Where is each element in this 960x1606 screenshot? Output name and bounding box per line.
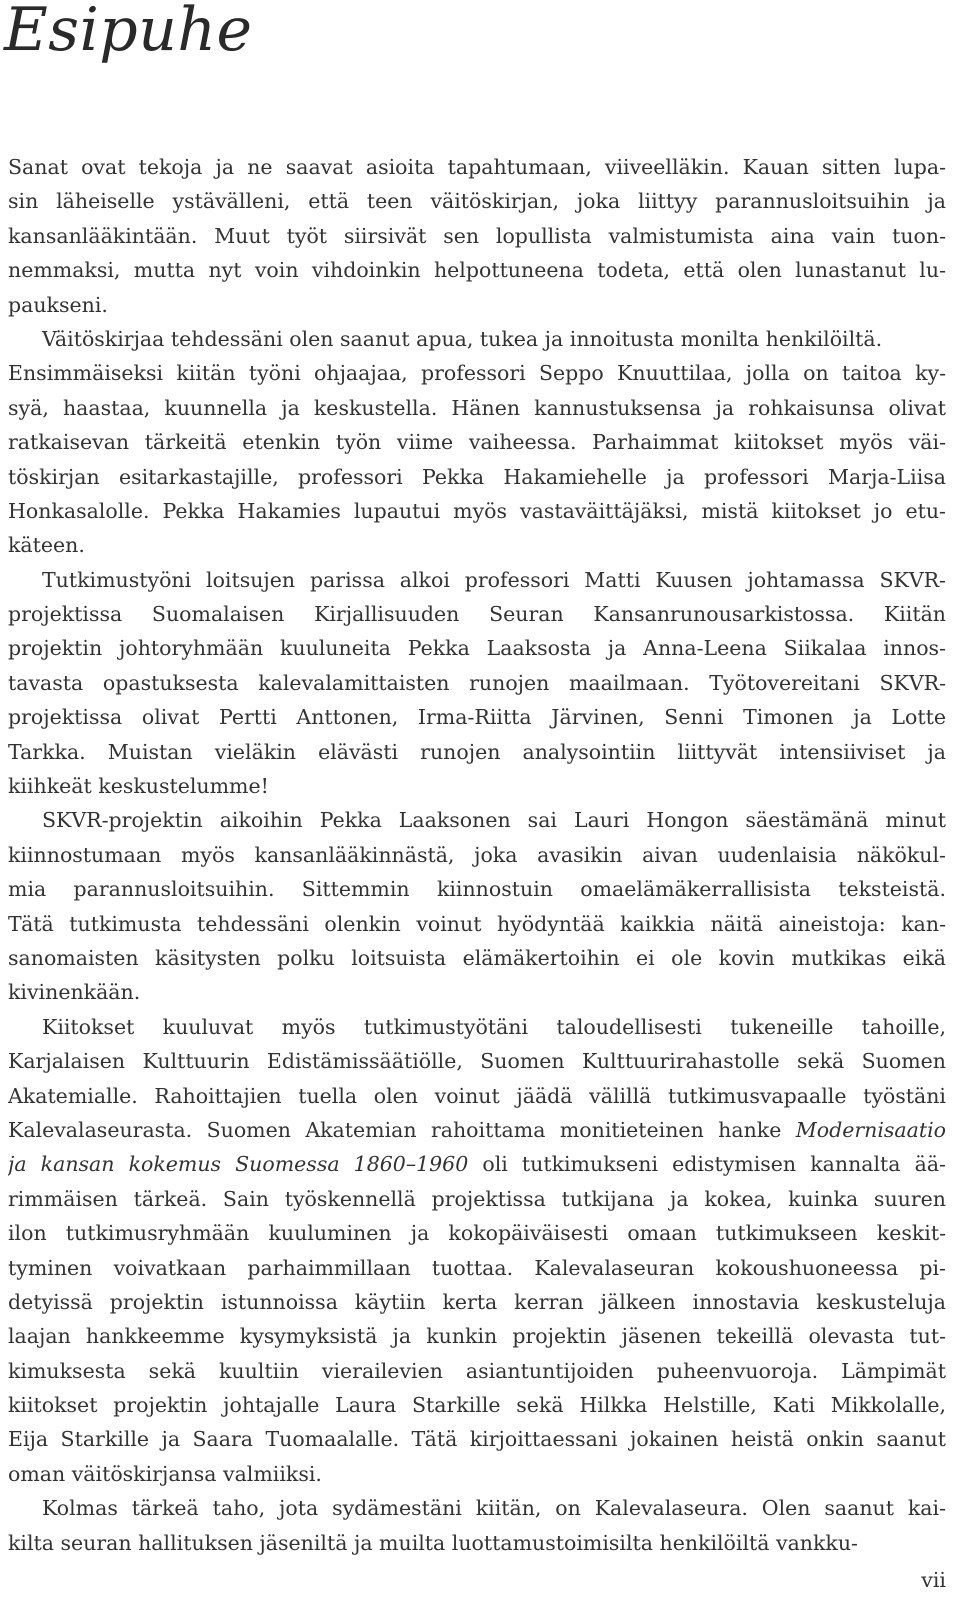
text-line: ratkaisevan tärkeitä etenkin työn viime vaiheessa. Parhaimmat kiitokset myös väi- xyxy=(8,430,946,455)
text-line: SKVR-projektin aikoihin Pekka Laaksonen sai Lauri Hongon säestämänä minut xyxy=(42,808,946,833)
text-line: Sanat ovat tekoja ja ne saavat asioita tapahtumaan, viiveelläkin. Kauan sitten lupa- xyxy=(8,155,946,179)
page-title: Esipuhe xyxy=(4,0,253,65)
text-line: töskirjan esitarkastajille, professori Pekka Hakamiehelle ja professori Marja-Liisa xyxy=(8,464,946,489)
text-line: käteen. xyxy=(8,533,85,558)
text-line: kiitokset projektin johtajalle Laura Starkille sekä Hilkka Helstille, Kati Mikkolalle, xyxy=(8,1393,946,1418)
italic-title-text: ja kansan kokemus Suomessa 1860–1960 xyxy=(8,1152,469,1177)
text-line: ilon tutkimusryhmään kuuluminen ja kokopäiväisesti omaan tutkimukseen keskit- xyxy=(8,1221,946,1246)
text-segment: Kalevalaseurasta. Suomen Akatemian rahoittama monitieteinen hanke xyxy=(8,1117,796,1142)
text-line: kiinnostumaan myös kansanlääkinnästä, joka avasikin aivan uudenlaisia näkökul- xyxy=(8,842,946,867)
text-line: Akatemialle. Rahoittajien tuella olen voinut jäädä välillä tutkimusvapaalle työstäni xyxy=(8,1083,946,1108)
text-line: Kiitokset kuuluvat myös tutkimustyötäni taloudellisesti tukeneille tahoille, xyxy=(42,1014,946,1039)
text-line: laajan hankkeemme kysymyksistä ja kunkin projektin jäsenen tekeillä olevasta tut- xyxy=(8,1324,946,1349)
text-line: projektin johtoryhmään kuuluneita Pekka Laaksosta ja Anna-Leena Siikalaa innos- xyxy=(8,636,946,661)
text-line: kansanlääkintään. Muut työt siirsivät sen lopullista valmistumista aina vain tuon- xyxy=(8,223,946,248)
text-line xyxy=(8,1113,946,1147)
text-line: sin läheiselle ystävälleni, että teen väitöskirjan, joka liittyy parannusloitsuihin ja xyxy=(8,189,946,214)
text-line: kimuksesta sekä kuultiin vierailevien asiantuntijoiden puheenvuoroja. Lämpimät xyxy=(8,1358,946,1383)
text-line: Karjalaisen Kulttuurin Edistämissäätiölle, Suomen Kulttuurirahastolle sekä Suomen xyxy=(8,1049,946,1074)
page-number: vii xyxy=(921,1568,946,1592)
text-line: Tarkka. Muistan vieläkin elävästi runojen analysointiin liittyvät intensiiviset ja xyxy=(8,739,946,764)
text-line: Tätä tutkimusta tehdessäni olenkin voinut hyödyntää kaikkia näitä aineistoja: kan- xyxy=(8,911,946,936)
text-line: kilta seuran hallituksen jäseniltä ja muilta luottamustoimisilta henkilöiltä vankku- xyxy=(8,1530,858,1555)
text-segment: oli tutkimukseni edistymisen kannalta ää- xyxy=(468,1152,946,1177)
text-line: mia parannusloitsuihin. Sittemmin kiinnostuin omaelämäkerrallisista teksteistä. xyxy=(8,877,946,902)
text-line: tavasta opastuksesta kalevalamittaisten runojen maailmaan. Työtovereitani SKVR- xyxy=(8,670,946,695)
text-line: Ensimmäiseksi kiitän työni ohjaajaa, professori Seppo Knuuttilaa, jolla on taitoa ky- xyxy=(8,361,946,386)
text-line: detyissä projektin istunnoissa käytiin kerta kerran jälkeen innostavia keskusteluja xyxy=(8,1289,946,1314)
text-line: Eija Starkille ja Saara Tuomaalalle. Tätä kirjoittaessani jokainen heistä onkin saanut xyxy=(8,1427,946,1452)
text-line: projektissa olivat Pertti Anttonen, Irma-Riitta Järvinen, Senni Timonen ja Lotte xyxy=(8,705,946,730)
text-line: rimmäisen tärkeä. Sain työskennellä projektissa tutkijana ja kokea, kuinka suuren xyxy=(8,1186,946,1211)
text-line: Kolmas tärkeä taho, jota sydämestäni kiitän, on Kalevalaseura. Olen saanut kai- xyxy=(42,1496,946,1521)
text-line: syä, haastaa, kuunnella ja keskustella. Hänen kannustuksensa ja rohkaisunsa olivat xyxy=(8,395,946,420)
text-line: kivinenkään. xyxy=(8,980,141,1005)
text-line xyxy=(8,1147,946,1181)
text-line: paukseni. xyxy=(8,292,108,317)
text-line: nemmaksi, mutta nyt voin vihdoinkin helpottuneena todeta, että olen lunastanut lu- xyxy=(8,258,946,283)
text-line: Honkasalolle. Pekka Hakamies lupautui myös vastaväittäjäksi, mistä kiitokset jo etu- xyxy=(8,498,946,523)
text-line: sanomaisten käsitysten polku loitsuista elämäkertoihin ei ole kovin mutkikas eikä xyxy=(8,945,946,970)
text-line: tyminen voivatkaan parhaimmillaan tuottaa. Kalevalaseuran kokoushuoneessa pi- xyxy=(8,1255,946,1280)
body-text xyxy=(8,150,946,1560)
italic-title-text: Modernisaatio xyxy=(795,1117,946,1142)
text-line: oman väitöskirjansa valmiiksi. xyxy=(8,1461,322,1486)
text-line: Tutkimustyöni loitsujen parissa alkoi professori Matti Kuusen johtamassa SKVR- xyxy=(42,567,946,592)
text-line: kiihkeät keskustelumme! xyxy=(8,774,269,799)
text-line: Väitöskirjaa tehdessäni olen saanut apua, tukea ja innoitusta monilta henkilöiltä. xyxy=(42,326,883,351)
text-line: projektissa Suomalaisen Kirjallisuuden Seuran Kansanrunousarkistossa. Kiitän xyxy=(8,602,946,627)
